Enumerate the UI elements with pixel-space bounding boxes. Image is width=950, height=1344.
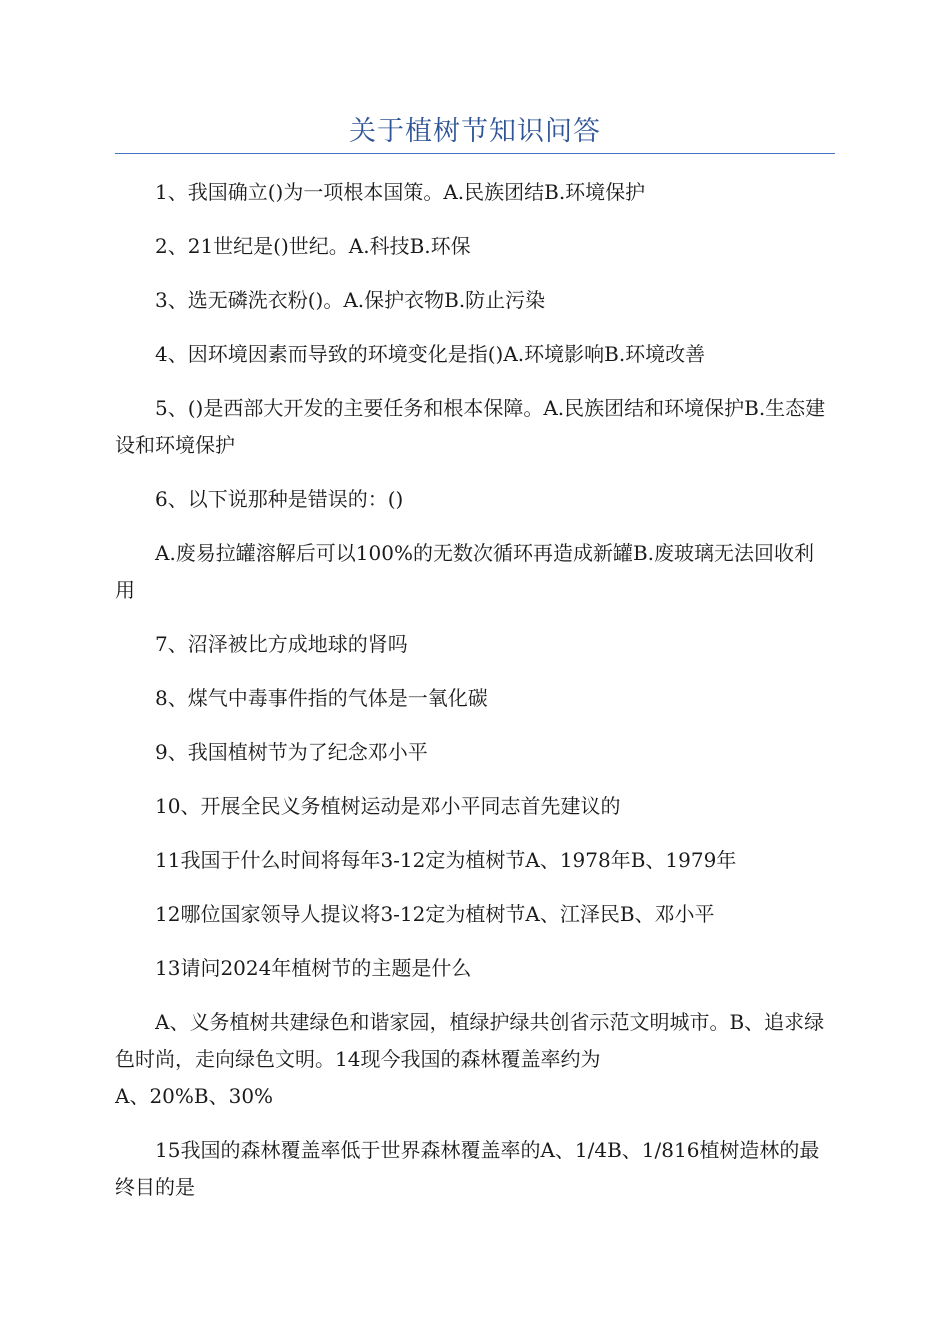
title-underline — [115, 153, 835, 154]
document-title: 关于植树节知识问答 — [349, 116, 601, 147]
question-11: 11我国于什么时间将每年3-12定为植树节A、1978年B、1979年 — [155, 848, 737, 872]
question-13: 13请问2024年植树节的主题是什么 — [155, 956, 472, 980]
question-7: 7、沼泽被比方成地球的肾吗 — [155, 632, 408, 656]
question-9: 9、我国植树节为了纪念邓小平 — [155, 740, 428, 764]
question-6-options: A.废易拉罐溶解后可以100%的无数次循环再造成新罐B.废玻璃无法回收利用 — [115, 541, 815, 602]
question-15: 15我国的森林覆盖率低于世界森林覆盖率的A、1/4B、1/816植树造林的最终目的是 — [115, 1138, 820, 1199]
question-14-options: A、20%B、30% — [115, 1084, 274, 1108]
question-3: 3、选无磷洗衣粉()。A.保护衣物B.防止污染 — [155, 288, 546, 312]
question-5: 5、()是西部大开发的主要任务和根本保障。A.民族团结和环境保护B.生态建设和环境保护 — [115, 396, 826, 457]
question-4: 4、因环境因素而导致的环境变化是指()A.环境影响B.环境改善 — [155, 342, 706, 366]
question-6: 6、以下说那种是错误的：() — [155, 487, 404, 511]
question-10: 10、开展全民义务植树运动是邓小平同志首先建议的 — [155, 794, 621, 818]
question-1: 1、我国确立()为一项根本国策。A.民族团结B.环境保护 — [155, 180, 646, 204]
question-13-options: A、义务植树共建绿色和谐家园，植绿护绿共创省示范文明城市。B、追求绿色时尚，走向绿色文明。14现今我国的森林覆盖率约为 — [115, 1010, 825, 1071]
question-8: 8、煤气中毒事件指的气体是一氧化碳 — [155, 686, 488, 710]
question-12: 12哪位国家领导人提议将3-12定为植树节A、江泽民B、邓小平 — [155, 902, 715, 926]
document-body — [115, 174, 827, 1223]
question-2: 2、21世纪是()世纪。A.科技B.环保 — [155, 234, 471, 258]
